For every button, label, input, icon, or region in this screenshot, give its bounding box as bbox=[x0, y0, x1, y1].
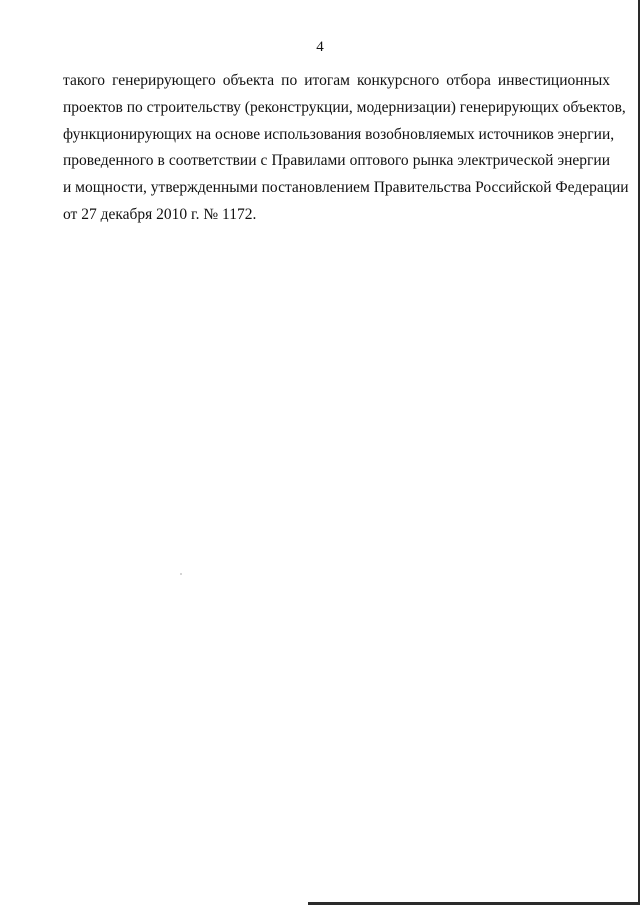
paragraph-line-last: от 27 декабря 2010 г. № 1172. bbox=[63, 205, 257, 223]
paragraph-line: проектов по строительству (реконструкции, модернизации) генерирующих объектов, bbox=[63, 98, 626, 116]
paragraph-line: и мощности, утвержденными постановлением Правительства Российской Федерации bbox=[63, 179, 629, 197]
page-number: 4 bbox=[316, 39, 324, 55]
paragraph-line: такого генерирующего объекта по итогам конкурсного отбора инвестиционных bbox=[63, 72, 610, 89]
body-paragraph bbox=[63, 68, 629, 229]
paragraph-line: проведенного в соответствии с Правилами оптового рынка электрической энергии bbox=[63, 152, 610, 170]
paragraph-line: функционирующих на основе использования возобновляемых источников энергии, bbox=[63, 125, 615, 143]
scan-speck bbox=[180, 573, 182, 575]
